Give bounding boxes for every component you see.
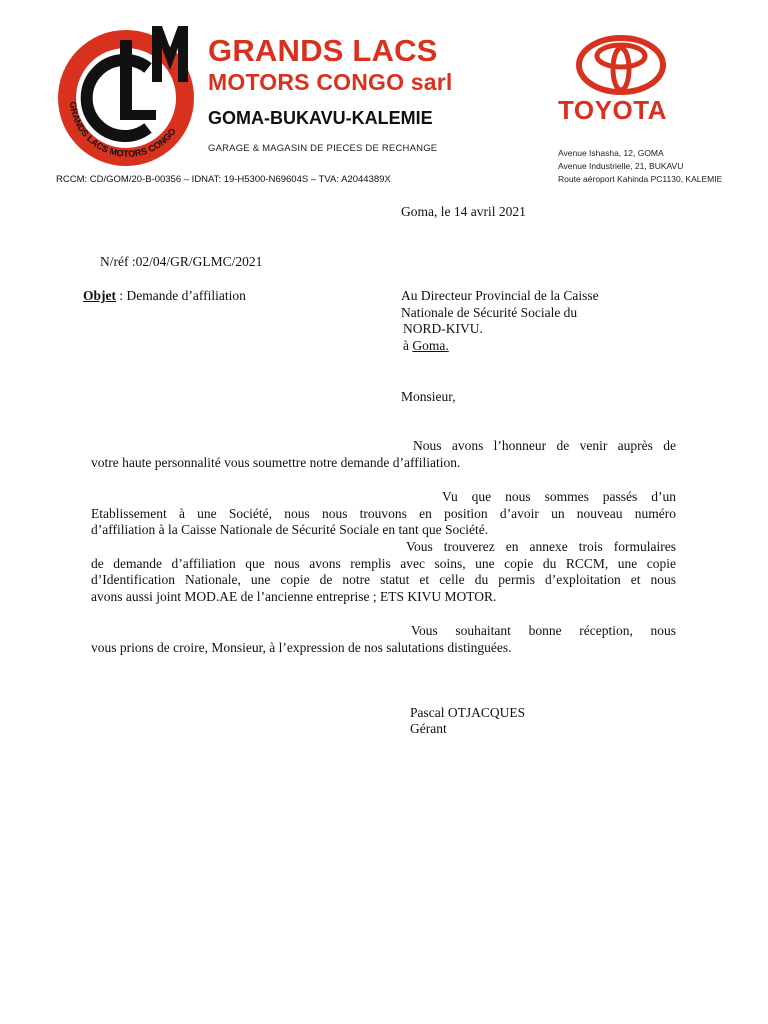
paragraph-3	[91, 539, 676, 605]
company-logo	[56, 22, 202, 168]
address-goma: Avenue Ishasha, 12, GOMA	[558, 148, 664, 158]
p4-line1: Vous souhaitant bonne réception, nous	[411, 623, 676, 638]
p3-line2: de demande d’affiliation que nous avons remplis avec soins, une copie du RCCM, une copie	[91, 555, 676, 571]
recipient-line4	[401, 338, 599, 355]
p1-line2: votre haute personnalité vous soumettre notre demande d’affiliation.	[91, 454, 461, 470]
p2-line3: d’affiliation à la Caisse Nationale de Sécurité Sociale en tant que Société.	[91, 522, 489, 537]
logo-letter-l-base	[120, 110, 156, 120]
p1-line1: Nous avons l’honneur de venir auprès de	[413, 438, 676, 453]
signature-title: Gérant	[410, 721, 447, 736]
toyota-emblem-icon	[575, 34, 667, 96]
p2-line2: Etablissement à une Société, nous nous trouvons en position d’avoir un nouveau numéro	[91, 505, 676, 521]
p4-line2: vous prions de croire, Monsieur, à l’expression de nos salutations distinguées.	[91, 639, 512, 655]
p2-line1: Vu que nous sommes passés d’un	[442, 489, 676, 504]
subject-label: Objet	[83, 288, 116, 303]
company-tagline: GARAGE & MAGASIN DE PIECES DE RECHANGE	[208, 143, 438, 154]
company-registration: RCCM: CD/GOM/20-B-00356 – IDNAT: 19-H5300-N69604S – TVA: A2044389X	[56, 174, 391, 185]
subject-text: : Demande d’affiliation	[116, 288, 246, 303]
paragraph-4	[91, 623, 676, 656]
recipient-prefix: à	[403, 337, 413, 353]
salutation: Monsieur,	[401, 389, 456, 404]
address-kalemie: Route aéroport Kahinda PC1130, KALEMIE	[558, 174, 723, 184]
recipient-line2: Nationale de Sécurité Sociale du	[401, 304, 578, 320]
subject-line	[83, 288, 246, 305]
letter-date: Goma, le 14 avril 2021	[401, 204, 526, 219]
recipient-block	[401, 288, 599, 354]
p3-line4: avons aussi joint MOD.AE de l’ancienne entreprise ; ETS KIVU MOTOR.	[91, 588, 497, 604]
address-bukavu: Avenue Industrielle, 21, BUKAVU	[558, 161, 684, 171]
paragraph-2	[91, 489, 676, 539]
p3-line1: Vous trouverez en annexe trois formulaires	[406, 539, 676, 554]
paragraph-1	[91, 438, 676, 471]
logo-letter-l-vertical	[120, 40, 132, 120]
signature-name: Pascal OTJACQUES	[410, 705, 526, 720]
logo-ring-text: GRANDS LACS MOTORS CONGO	[67, 101, 178, 159]
recipient-city: Goma.	[412, 337, 449, 353]
recipient-line1: Au Directeur Provincial de la Caisse	[401, 288, 599, 303]
logo-letters: CLM	[56, 22, 59, 23]
company-name-line1: GRANDS LACS	[208, 33, 438, 68]
brand-wordmark: TOYOTA	[558, 95, 667, 125]
recipient-line3: NORD-KIVU.	[403, 321, 483, 336]
p3-line3: d’Identification Nationale, une copie de notre statut et celle du permis d’exploitation et nous	[91, 572, 676, 587]
reference-number: N/réf :02/04/GR/GLMC/2021	[100, 254, 263, 269]
company-name-line2: MOTORS CONGO sarl	[208, 69, 453, 95]
company-cities: GOMA-BUKAVU-KALEMIE	[208, 108, 433, 128]
